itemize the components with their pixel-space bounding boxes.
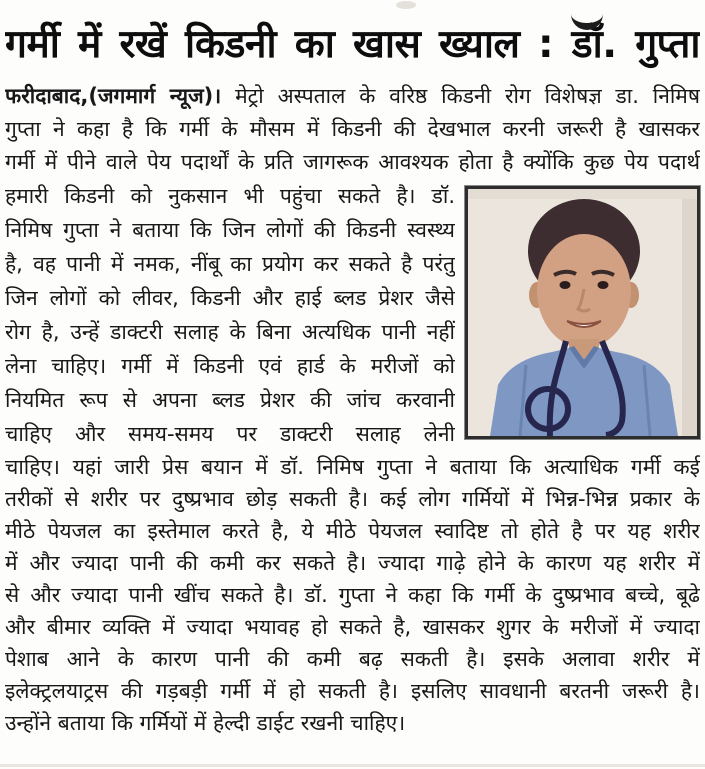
doctor-photo [465, 186, 700, 439]
torn-text-fragment [396, 1, 416, 9]
article-headline: गर्मी में रखें किडनी का खास ख्याल : डॉ. गुप्ता [5, 22, 700, 67]
body-line [5, 80, 700, 113]
body-line: इलेक्ट्रलयाट्रस की गड़बड़ी गर्मी में हो सकती है। इसलिए सावधानी बरतनी जरूरी है। [5, 679, 700, 703]
scan-edge-artifact [0, 764, 705, 767]
body-line: और बीमार व्यक्ति में ज्यादा भयावह हो सकते है, खासकर शुगर के मरीजों में ज्यादा [5, 615, 700, 639]
body-line-last: उन्होंने बताया कि गर्मियों में हेल्दी डाईट रखनी चाहिए। [5, 711, 406, 735]
body-line: निमिष गुप्ता ने बताया कि जिन लोगों की किडनी स्वस्थ्य [5, 218, 455, 242]
body-line: हमारी किडनी को नुकसान भी पहुंचा सकते है। डॉ. [5, 184, 455, 208]
body-line: है, वह पानी में नमक, नींबू का प्रयोग कर सकते है परंतु [5, 252, 455, 276]
body-line: चाहिए। यहां जारी प्रेस बयान में डॉ. निमिष गुप्ता ने बताया कि अत्याधिक गर्मी कई [5, 455, 700, 479]
body-line: तरीकों से शरीर पर दुष्प्रभाव छोड़ सकती है। कई लोग गर्मियों में भिन्न-भिन्न प्रकार के [5, 487, 700, 511]
body-line: लेना चाहिए। गर्मी में किडनी एवं हार्ड के मरीजों को [5, 354, 455, 378]
dateline: फरीदाबाद,(जगमार्ग न्यूज)। [5, 84, 222, 108]
body-line: पेशाब आने के कारण पानी की कमी बढ़ सकती है। इसके अलावा शरीर में [5, 647, 700, 671]
doctor-photo-illustration [468, 189, 697, 436]
closing-paragraph [5, 451, 700, 739]
body-line: से और ज्यादा पानी खींच सकते है। डॉ. गुप्ता ने कहा कि गर्मी के दुष्प्रभाव बच्चे, बूढे [5, 583, 700, 607]
body-line: मीठे पेयजल का इस्तेमाल करते है, ये मीठे पेयजल स्वादिष्ट तो होते है पर यह शरीर [5, 519, 700, 543]
body-line: नियमित रूप से अपना ब्लड प्रेशर की जांच करवानी [5, 388, 455, 412]
body-line: में और ज्यादा पानी की कमी कर सकते है। ज्यादा गाढ़े होने के कारण यह शरीर में [5, 551, 700, 575]
body-line: जिन लोगों को लीवर, किडनी और हाई ब्लड प्रेशर जैसे [5, 286, 455, 310]
body-line: रोग है, उन्हें डाक्टरी सलाह के बिना अत्यधिक पानी नहीं [5, 320, 455, 344]
body-line: गुप्ता ने कहा है कि गर्मी के मौसम में किडनी की देखभाल करनी जरूरी है खासकर [5, 117, 700, 141]
narrow-text-column [5, 179, 455, 451]
body-line-text: मेट्रो अस्पताल के वरिष्ठ किडनी रोग विशेषज्ञ डा. निमिष [235, 84, 700, 108]
body-line: गर्मी में पीने वाले पेय पदार्थों के प्रति जागरूक आवश्यक होता है क्योंकि कुछ पेय पदार्थ [5, 150, 700, 174]
intro-paragraph [5, 80, 700, 179]
text-with-photo-section [5, 179, 700, 451]
body-line: चाहिए और समय-समय पर डाक्टरी सलाह लेनी [5, 422, 455, 446]
